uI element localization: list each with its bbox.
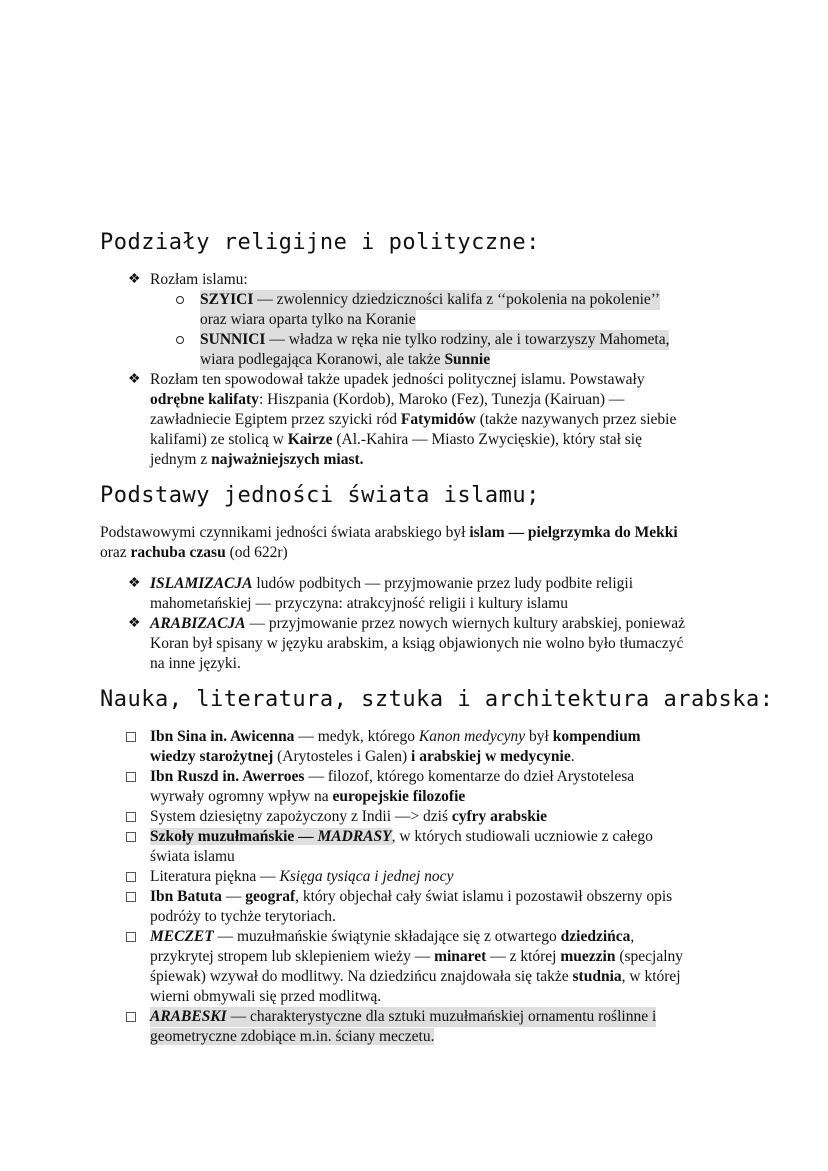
list-nauka (126, 727, 746, 1047)
checkbox-icon (126, 832, 136, 842)
list-item-ibn-ruszd: Ibn Ruszd in. Awerroes — filozof, którego komentarze do dzieł Arystotelesa wyrwały ogromny wpływ na europejskie filozofie (126, 767, 746, 807)
list-podstawy (128, 574, 748, 674)
heading-podstawy: Podstawy jedności świata islamu; (100, 483, 540, 508)
diamond-bullet-icon: ❖ (128, 576, 141, 591)
list-item-islamizacja: ❖ ISLAMIZACJA ludów podbitych — przyjmowanie przez ludy podbite religii mahometańskiej — przyczyna: atrakcyjność religii i kultury islamu (128, 575, 634, 612)
list-item-literatura: Literatura piękna — Księga tysiąca i jednej nocy (126, 867, 746, 887)
paragraph-podstawy: Podstawowymi czynnikami jedności świata arabskiego był islam — pielgrzymka do Mekki oraz rachuba czasu (od 622r) (100, 524, 678, 561)
diamond-bullet-icon: ❖ (128, 616, 141, 631)
checkbox-icon (126, 892, 136, 902)
list-podzialy: ❖ Rozłam islamu: SZYICI — zwolennicy dziedziczności kalifa z ‘‘pokolenia na pokolenie’’ oraz wiara oparta tylko na Koranie SUNNICI — władza w ręka nie tylko rodziny, ale i towarzyszy Mahometa, wiara podlegająca Koranowi, ale także Sunnie ❖ Rozłam ten spowodował także upadek jedności politycznej islamu. Powstawały odrębne kalifaty: Hiszpania (Kordob), Maroko (Fez), Tunezja (Kairuan) — zawładniecie Egiptem przez szyicki ród Fatymidów (także nazywanych przez siebie kalifami) ze stolicą w Kairze (Al.-Kahira — Miasto Zwycięskie), który stał się jednym z najważniejszych miast. (128, 270, 748, 470)
list-item-szyici: SZYICI — zwolennicy dziedziczności kalifa z ‘‘pokolenia na pokolenie’’ (128, 290, 748, 310)
diamond-bullet-icon: ❖ (128, 272, 141, 287)
heading-podzialy: Podziały religijne i polityczne: (100, 230, 540, 255)
checkbox-icon (126, 1012, 136, 1022)
checkbox-icon (126, 772, 136, 782)
list-item-arabeski: ARABESKI — charakterystyczne dla sztuki muzułmańskiej ornamentu roślinne i geometryczne zdobiące m.in. ściany meczetu. (126, 1007, 746, 1047)
circle-bullet-icon (176, 336, 184, 344)
diamond-bullet-icon: ❖ (128, 372, 141, 387)
checkbox-icon (126, 812, 136, 822)
list-item-ibn-batuta: Ibn Batuta — geograf, który objechał cały świat islamu i pozostawił obszerny opis podróży to tychże terytoriach. (126, 887, 746, 927)
list-item-ibn-sina: Ibn Sina in. Awicenna — medyk, którego Kanon medycyny był kompendium wiedzy starożytnej (Arytosteles i Galen) i arabskiej w medycynie. (126, 727, 746, 767)
list-item-arabizacja: ❖ ARABIZACJA — przyjmowanie przez nowych wiernych kultury arabskiej, ponieważ Koran był spisany w języku arabskim, a ksiąg objawionych nie wolno było tłumaczyć na inne języki. (128, 615, 686, 672)
list-item-system: System dziesiętny zapożyczony z Indii —> dziś cyfry arabskie (126, 807, 746, 827)
heading-nauka: Nauka, literatura, sztuka i architektura arabska: (100, 687, 774, 712)
list-item: ❖ Rozłam islamu: (128, 271, 248, 288)
checkbox-icon (126, 932, 136, 942)
list-item-kalifaty: ❖ Rozłam ten spowodował także upadek jedności politycznej islamu. Powstawały odrębne kalifaty: Hiszpania (Kordob), Maroko (Fez), Tunezja (Kairuan) — zawładniecie Egiptem przez szyicki ród Fatymidów (także nazywanych przez siebie kalifami) ze stolicą w Kairze (Al.-Kahira — Miasto Zwycięskie), który stał się jednym z najważniejszych miast. (128, 371, 677, 468)
checkbox-icon (126, 732, 136, 742)
list-item-szkoly: Szkoły muzułmańskie — MADRASY, w których studiowali uczniowie z całego świata islamu (126, 827, 746, 867)
list-item-sunnici: SUNNICI — władza w ręka nie tylko rodziny, ale i towarzyszy Mahometa, (128, 330, 748, 350)
checkbox-icon (126, 872, 136, 882)
list-item-meczet: MECZET — muzułmańskie świątynie składające się z otwartego dziedzińca, przykrytej stropem lub sklepieniem wieży — minaret — z której muezzin (specjalny śpiewak) wzywał do modlitwy. Na dziedzińcu znajdowała się także studnia, w której wierni obmywali się przed modlitwą. (126, 927, 746, 1007)
circle-bullet-icon (176, 296, 184, 304)
